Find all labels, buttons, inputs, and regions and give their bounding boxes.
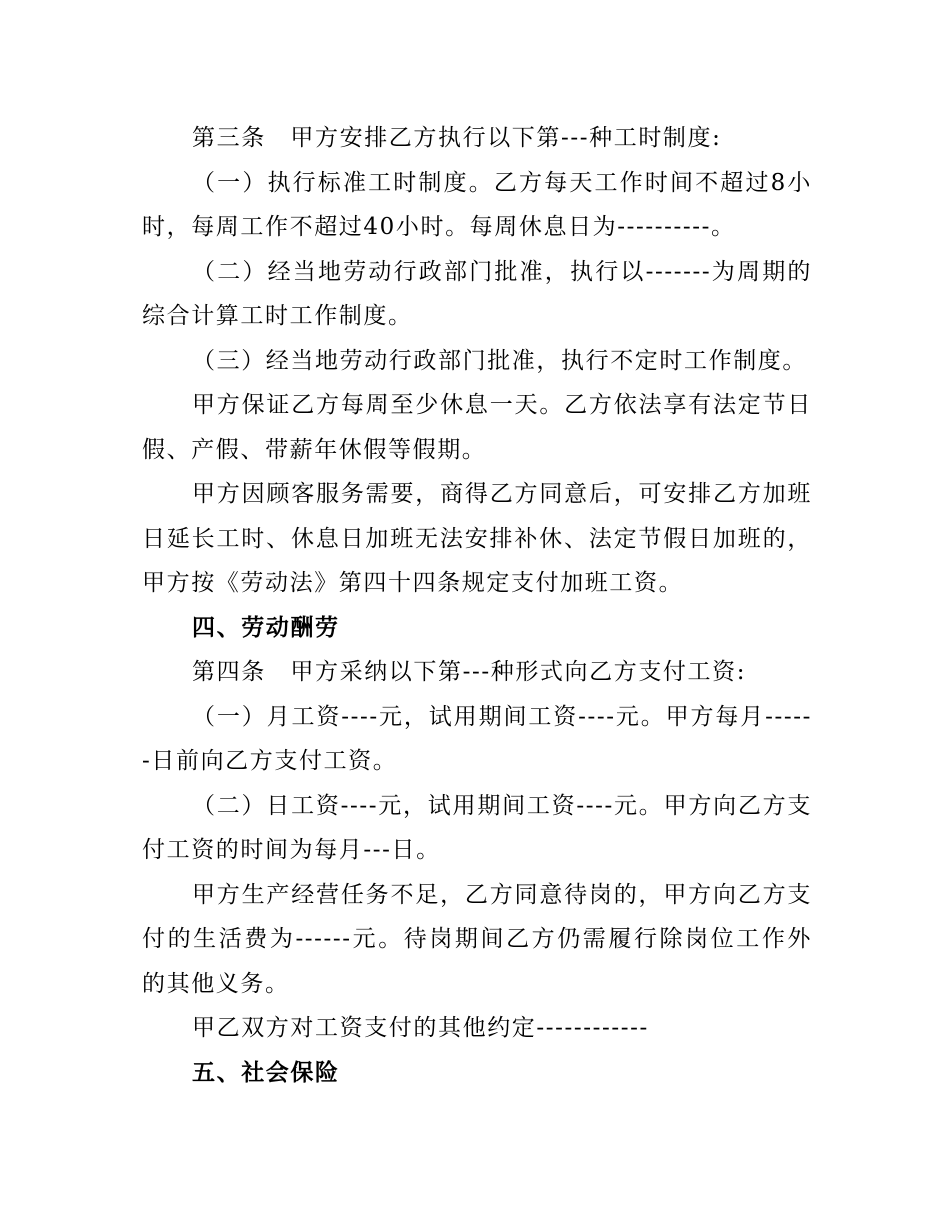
section-4-heading: 四、劳动酬劳 — [192, 614, 340, 641]
monthly-wage-text: （一）月工资----元，试用期间工资----元。甲方每月------日前向乙方支付工资。 — [142, 703, 812, 774]
standby-allowance-text: 甲方生产经营任务不足，乙方同意待岗的，甲方向乙方支付的生活费为------元。待岗期间乙方仍需履行除岗位工作外的其他义务。 — [142, 881, 812, 997]
daily-wage-text: （二）日工资----元，试用期间工资----元。甲方向乙方支付工资的时间为每月---日。 — [142, 792, 812, 863]
article-4-text: 第四条 甲方采纳以下第---种形式向乙方支付工资: — [192, 659, 747, 685]
other-wage-terms-text: 甲乙双方对工资支付的其他约定------------ — [192, 1015, 649, 1041]
document-body — [142, 116, 812, 1095]
article-3-text: 第三条 甲方安排乙方执行以下第---种工时制度: — [192, 125, 722, 151]
comprehensive-hours-text: （二）经当地劳动行政部门批准，执行以-------为周期的综合计算工时工作制度。 — [142, 258, 812, 329]
standard-hours-text: （一）执行标准工时制度。乙方每天工作时间不超过8小时，每周工作不超过40小时。每周休息日为----------。 — [142, 169, 812, 240]
overtime-text: 甲方因顾客服务需要，商得乙方同意后，可安排乙方加班日延长工时、休息日加班无法安排补休、法定节假日加班的，甲方按《劳动法》第四十四条规定支付加班工资。 — [142, 481, 812, 596]
rest-days-text: 甲方保证乙方每周至少休息一天。乙方依法享有法定节日假、产假、带薪年休假等假期。 — [142, 392, 812, 463]
section-5-heading: 五、社会保险 — [192, 1059, 340, 1086]
flexible-hours-text: （三）经当地劳动行政部门批准，执行不定时工作制度。 — [192, 347, 807, 374]
